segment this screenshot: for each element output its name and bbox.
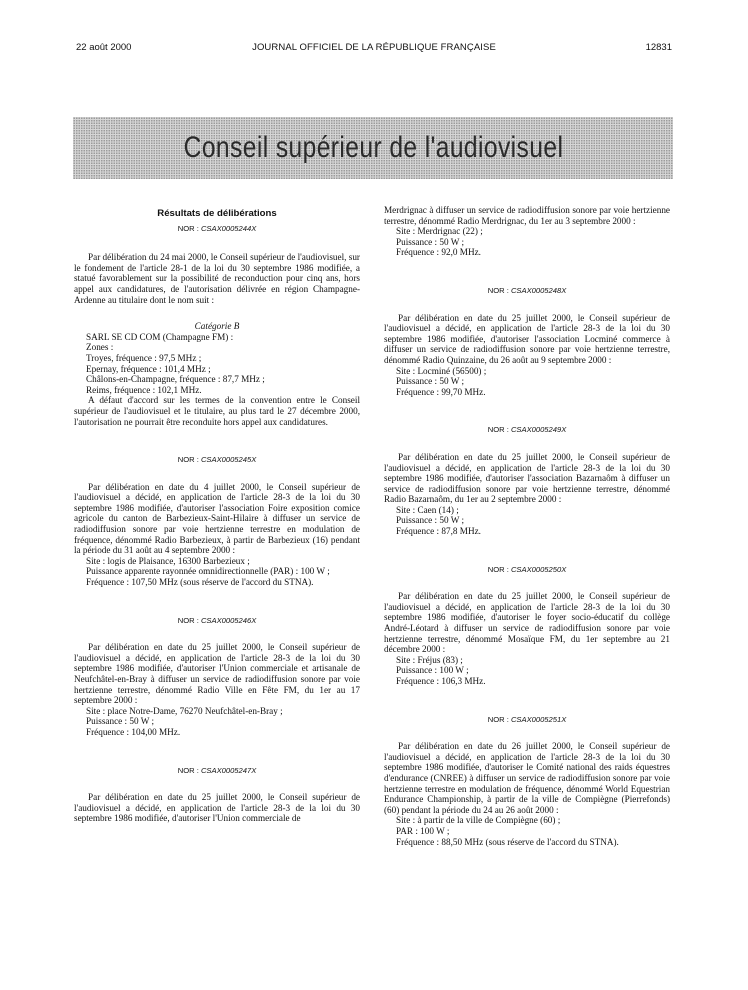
frequency-line: Fréquence : 92,0 MHz.	[396, 247, 481, 258]
section-banner	[73, 117, 673, 179]
site-line: Site : place Notre-Dame, 76270 Neufchâtel-en-Bray ;	[86, 705, 283, 716]
company-line: SARL SE CD COM (Champagne FM) :	[86, 331, 234, 342]
nor-reference: NOR : CSAX0005249X	[487, 425, 567, 435]
zone-line: Troyes, fréquence : 97,5 MHz ;	[86, 352, 202, 363]
zones-label: Zones :	[86, 342, 114, 353]
power-line: PAR : 100 W ;	[396, 825, 450, 836]
nor-reference: NOR : CSAX0005246X	[177, 615, 257, 625]
site-line: Site : Caen (14) ;	[396, 504, 459, 515]
zone-line: Châlons-en-Champagne, fréquence : 87,7 MHz ;	[86, 374, 265, 385]
banner-title: Conseil supérieur de l'audiovisuel	[183, 131, 563, 164]
deliberation-paragraph: Par délibération en date du 26 juillet 2000, le Conseil supérieur de l'audiovisuel a décidé, en application de l'article 28-3 de la loi du 30 septembre 1986 modifiée, d'autoriser le Comité national des raids équestres d'endurance (CNREE) à diffuser un service de radiodiffusion sonore par voie hertzienne terrestre en modulation de fréquence, dénommé World Equestrian Endurance Championship, à partir de la ville de Compiègne (Pierrefonds) (60) pendant la période du 24 au 26 août 2000 :	[384, 741, 670, 815]
header-date: 22 août 2000	[76, 42, 132, 53]
power-line: Puissance : 50 W ;	[396, 376, 465, 387]
category-heading: Catégorie B	[194, 321, 240, 332]
site-line: Site : Merdrignac (22) ;	[396, 226, 483, 237]
nor-reference: NOR : CSAX0005244X	[177, 223, 257, 233]
power-line: Puissance apparente rayonnée omnidirectionnelle (PAR) : 100 W ;	[86, 566, 330, 577]
deliberation-paragraph: Par délibération en date du 4 juillet 2000, le Conseil supérieur de l'audiovisuel a décidé, en application de l'article 28-3 de la loi du 30 septembre 1986 modifiée, d'autoriser l'association Foire exposition comice agricole du canton de Barbezieux-Saint-Hilaire à diffuser un service de radiodiffusion sonore par voie hertzienne terrestre en modulation de fréquence, dénommé Radio Barbezieux, à partir de Barbezieux (16) pendant la période du 31 août au 4 septembre 2000 :	[74, 481, 360, 556]
frequency-line: Fréquence : 88,50 MHz (sous réserve de l'accord du STNA).	[396, 836, 619, 847]
nor-reference: NOR : CSAX0005251X	[487, 714, 567, 724]
nor-reference: NOR : CSAX0005250X	[487, 564, 567, 574]
power-line: Puissance : 50 W ;	[86, 716, 155, 727]
frequency-line: Fréquence : 106,3 MHz.	[396, 676, 486, 686]
site-line: Site : Locminé (56500) ;	[396, 365, 487, 376]
deliberation-paragraph: Par délibération du 24 mai 2000, le Conseil supérieur de l'audiovisuel, sur le fondement de l'article 28-1 de la loi du 30 septembre 1986 modifiée, a statué favorablement sur la possibilité de reconduction pour cinq ans, hors appel aux candidatures, de l'autorisation délivrée en région Champagne-Ardenne au titulaire dont le nom suit :	[74, 252, 360, 305]
zone-line: Epernay, fréquence : 101,4 MHz ;	[86, 363, 211, 374]
deliberation-paragraph: Par délibération en date du 25 juillet 2000, le Conseil supérieur de l'audiovisuel a décidé, en application de l'article 28-3 de la loi du 30 septembre 1986 modifiée, d'autoriser l'Union commerciale de	[74, 792, 360, 824]
site-line: Site : logis de Plaisance, 16300 Barbezieux ;	[86, 555, 250, 566]
nor-reference: NOR : CSAX0005248X	[487, 285, 567, 295]
deliberation-paragraph: Par délibération en date du 25 juillet 2000, le Conseil supérieur de l'audiovisuel a décidé, en application de l'article 28-3 de la loi du 30 septembre 1986 modifiée, d'autoriser l'association Locminé commerce à diffuser un service de radiodiffusion sonore par voie hertzienne terrestre, dénommé Radio Quinzaine, du 26 août au 9 septembre 2000 :	[384, 312, 670, 365]
power-line: Puissance : 100 W ;	[396, 665, 469, 676]
deliberation-paragraph: Par délibération en date du 25 juillet 2000, le Conseil supérieur de l'audiovisuel a décidé, en application de l'article 28-3 de la loi du 30 septembre 1986 modifiée, d'autoriser le foyer socio-éducatif du collège André-Léotard à diffuser un service de radiodiffusion sonore par voie hertzienne terrestre, dénommé Mosaïque FM, du 1er septembre au 21 décembre 2000 :	[384, 591, 670, 655]
deliberation-paragraph: Par délibération en date du 25 juillet 2000, le Conseil supérieur de l'audiovisuel a décidé, en application de l'article 28-3 de la loi du 30 septembre 1986 modifiée, d'autoriser l'association Bazarnaôm à diffuser un service de radiodiffusion sonore par voie hertzienne terrestre, dénommé Radio Bazarnaôm, du 1er au 2 septembre 2000 :	[384, 451, 670, 505]
site-line: Site : Fréjus (83) ;	[396, 654, 463, 665]
page-header	[76, 42, 672, 56]
deliberation-paragraph-continued: Merdrignac à diffuser un service de radiodiffusion sonore par voie hertzienne terrestre, dénommé Radio Merdrignac, du 1er au 3 septembre 2000 :	[384, 205, 670, 226]
frequency-line: Fréquence : 107,50 MHz (sous réserve de l'accord du STNA).	[86, 577, 314, 588]
left-column	[74, 205, 360, 824]
section-title: Résultats de délibérations	[157, 208, 277, 219]
frequency-line: Fréquence : 87,8 MHz.	[396, 526, 481, 537]
header-page-number: 12831	[645, 42, 672, 53]
zone-line: Reims, fréquence : 102,1 MHz.	[86, 384, 202, 395]
power-line: Puissance : 50 W ;	[396, 515, 465, 526]
deliberation-paragraph: Par délibération en date du 25 juillet 2000, le Conseil supérieur de l'audiovisuel a décidé, en application de l'article 28-3 de la loi du 30 septembre 1986 modifiée, d'autoriser l'Union commerciale et artisanale de Neufchâtel-en-Bray à diffuser un service de radiodiffusion sonore par voie hertzienne terrestre, dénommé Radio Ville en Fête FM, du 1er au 17 septembre 2000 :	[74, 642, 360, 706]
frequency-line: Fréquence : 104,00 MHz.	[86, 726, 181, 737]
nor-reference: NOR : CSAX0005245X	[177, 455, 257, 465]
frequency-line: Fréquence : 99,70 MHz.	[396, 386, 486, 397]
right-column	[384, 205, 670, 847]
site-line: Site : à partir de la ville de Compiègne (60) ;	[396, 815, 561, 826]
power-line: Puissance : 50 W ;	[396, 236, 465, 247]
header-journal-title: JOURNAL OFFICIEL DE LA RÉPUBLIQUE FRANÇAISE	[252, 42, 496, 53]
nor-reference: NOR : CSAX0005247X	[177, 765, 257, 775]
deliberation-paragraph: A défaut d'accord sur les termes de la convention entre le Conseil supérieur de l'audiovisuel et le titulaire, au plus tard le 27 décembre 2000, l'autorisation ne pourrait être reconduite hors appel aux candidatures.	[74, 395, 360, 427]
